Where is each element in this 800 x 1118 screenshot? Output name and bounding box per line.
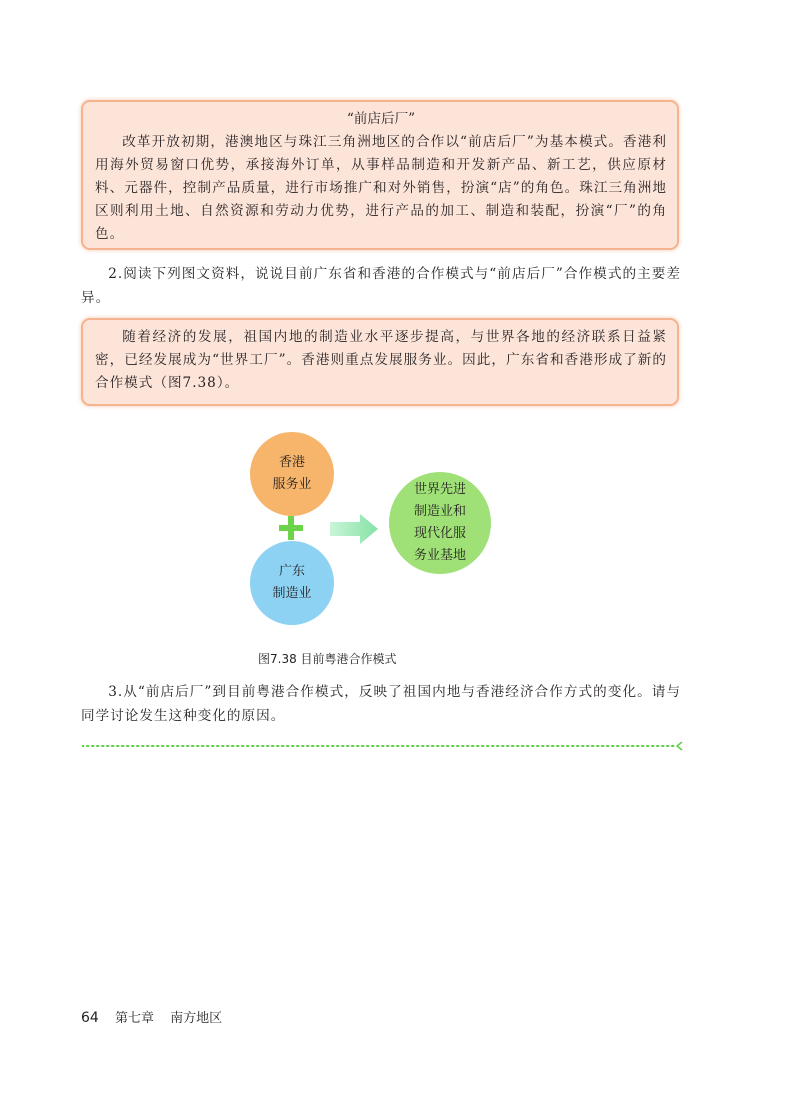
- page-footer: [81, 1007, 234, 1026]
- hk-label-line1: 香港: [278, 455, 305, 470]
- plus-icon: [275, 512, 307, 544]
- dotted-divider: [82, 740, 686, 752]
- gd-label-line2: 制造业: [272, 586, 312, 601]
- case-box-title: “前店后厂”: [346, 111, 416, 127]
- question-2: 2.阅读下列图文资料，说说目前广东省和香港的合作模式与“前店后厂”合作模式的主要差异。: [81, 266, 681, 306]
- gd-label-line1: 广东: [278, 564, 305, 579]
- chapter-label: 第七章: [114, 1011, 154, 1026]
- hong-kong-service-circle: [250, 432, 334, 516]
- result-label-line1: 世界先进: [413, 482, 466, 497]
- hk-label-line2: 服务业: [272, 477, 312, 492]
- question-3: 3.从“前店后厂”到目前粤港合作模式，反映了祖国内地与香港经济合作方式的变化。请与同学讨论发生这种变化的原因。: [81, 684, 681, 724]
- result-label-line2: 制造业和: [413, 504, 466, 519]
- case-box-text: 改革开放初期，港澳地区与珠江三角洲地区的合作以“前店后厂”为基本模式。香港利用海外贸易窗口优势，承接海外订单，从事样品制造和开发新产品、新工艺，供应原材料、元器件，控制产品质量，进行市场推广和对外销售，扮演“店”的角色。珠江三角洲地区则利用土地、自然资源和劳动力优势，进行产品的加工、制造和装配，扮演“厂”的角色。: [95, 134, 667, 242]
- page-number: 64: [81, 1010, 99, 1026]
- guangdong-manufacturing-circle: [250, 541, 334, 625]
- section-label: 南方地区: [170, 1011, 223, 1026]
- arrow-right-icon: [328, 512, 380, 546]
- case-box-front-shop-back-factory: [81, 100, 679, 250]
- result-label-line3: 现代化服: [413, 526, 466, 541]
- figure-caption: 图7.38 目前粤港合作模式: [258, 652, 397, 666]
- material-text: 随着经济的发展，祖国内地的制造业水平逐步提高，与世界各地的经济联系日益紧密，已经发展成为“世界工厂”。香港则重点发展服务业。因此，广东省和香港形成了新的合作模式（图7.38）。: [95, 329, 667, 391]
- result-label-line4: 务业基地: [413, 548, 466, 563]
- material-box: [81, 318, 679, 406]
- result-base-circle: [389, 472, 491, 574]
